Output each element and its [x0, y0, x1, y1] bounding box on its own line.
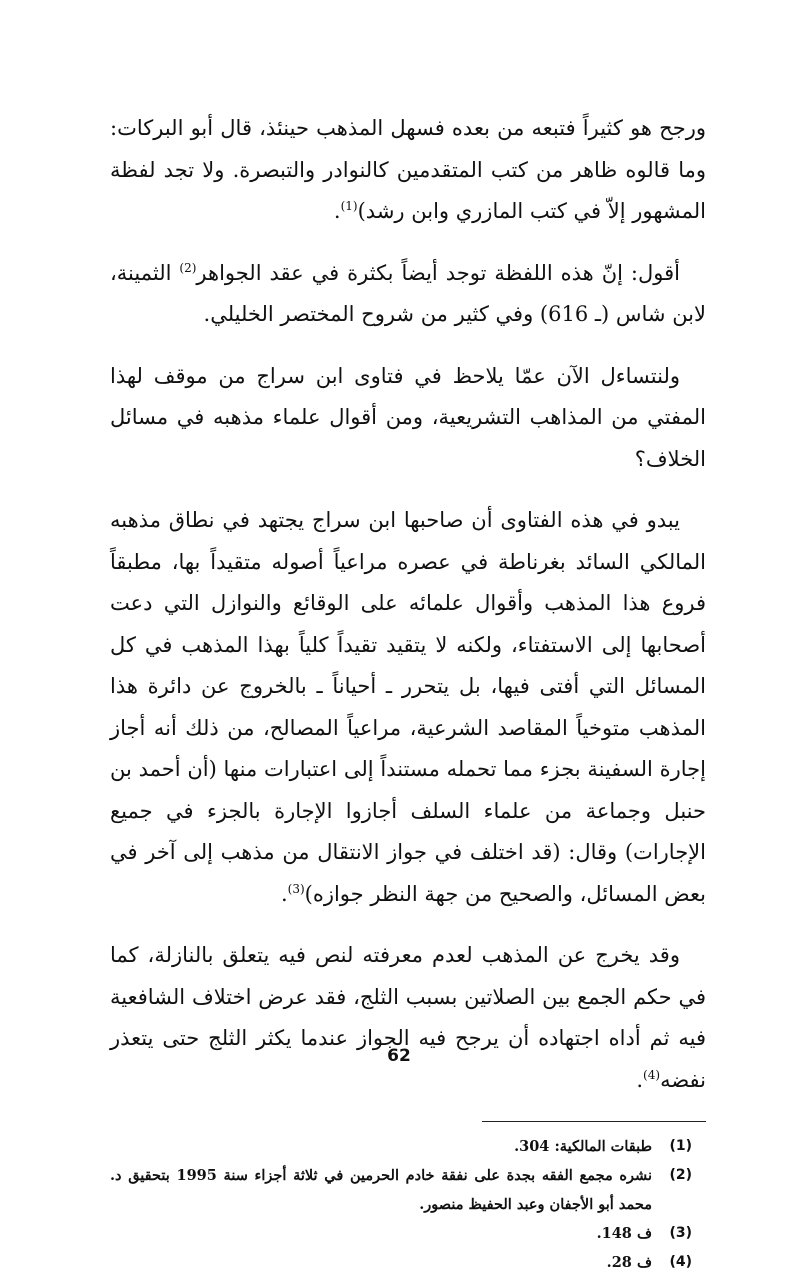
body-text: [110, 108, 706, 1101]
footnote-text: ف 28.: [606, 1254, 652, 1271]
paragraph: ولنتساءل الآن عمّا يلاحظ في فتاوى ابن سراج من موقف لهذا المفتي من المذاهب التشريعية، ومن أقوال علماء مذهبه في مسائل الخلاف؟: [110, 363, 706, 471]
footnote-ref: (3): [287, 881, 305, 896]
footnote-number: (4): [669, 1254, 692, 1270]
paragraph: ورجح هو كثيراً فتبعه من بعده فسهل المذهب حينئذ، قال أبو البركات: وما قالوه ظاهر من كتب المتقدمين كالنوادر والتبصرة. ولا تجد لفظة المشهور إلاّ في كتب المازري وابن رشد)$^{(1)}$.: [110, 116, 706, 223]
footnote: [110, 1248, 706, 1277]
footnote-number: (3): [669, 1225, 692, 1241]
footnote-text: نشره مجمع الفقه بجدة على نفقة خادم الحرمين في ثلاثة أجزاء سنة 1995 بتحقيق د. محمد أبو الأجفان وعبد الحفيظ منصور.: [110, 1167, 652, 1213]
footnotes: [110, 1132, 706, 1277]
footnote-text: طبقات المالكية: 304.: [514, 1138, 652, 1155]
footnote-text: ف 148.: [596, 1225, 652, 1242]
footnote-ref: (2): [179, 260, 197, 275]
paragraph: يبدو في هذه الفتاوى أن صاحبها ابن سراج يجتهد في نطاق مذهبه المالكي السائد بغرناطة في عصره مراعياً أصوله متقيداً بها، مطبقاً فروع هذا المذهب وأقوال علمائه على الوقائع والنوازل التي دعت أصحابها إلى الاستفتاء، ولكنه لا يتقيد تقيداً كلياً بهذا المذهب في كل المسائل التي أفتى فيها، بل يتحرر ـ أحياناً ـ بالخروج عن دائرة هذا المذهب متوخياً المقاصد الشرعية، مراعياً المصالح، من ذلك أنه أجاز إجارة السفينة بجزء مما تحمله مستنداً إلى اعتبارات منها (أن أحمد بن حنبل وجماعة من علماء السلف أجازوا الإجارة بالجزء في جميع الإجارات) وقال: (قد اختلف في جواز الانتقال من مذهب إلى آخر في بعض المسائل، والصحيح من جهة النظر جوازه)$^{(3)}$.: [110, 508, 706, 906]
footnote: [110, 1161, 706, 1219]
footnote: [110, 1132, 706, 1161]
footnote: [110, 1219, 706, 1248]
paragraph: وقد يخرج عن المذهب لعدم معرفته لنص فيه يتعلق بالنازلة، كما في حكم الجمع بين الصلاتين بسبب الثلج، فقد عرض اختلاف الشافعية فيه ثم أداه اجتهاده أن يرجح فيه الجواز عندما يكثر الثلج حتى يتعذر نفضه$^{(4)}$.: [110, 943, 706, 1092]
page-number: 62: [387, 1046, 411, 1066]
footnote-ref: (1): [340, 199, 358, 213]
footnote-ref: (4): [643, 1067, 661, 1082]
paragraph: أقول: إنّ هذه اللفظة توجد أيضاً بكثرة في عقد الجواهر$^{(2)}$ الثمينة، لابن شاس (ـ 616) وفي كثير من شروح المختصر الخليلي.: [110, 260, 706, 326]
footnote-number: (1): [669, 1138, 692, 1154]
footnote-divider: [482, 1121, 706, 1122]
footnote-number: (2): [669, 1167, 692, 1183]
